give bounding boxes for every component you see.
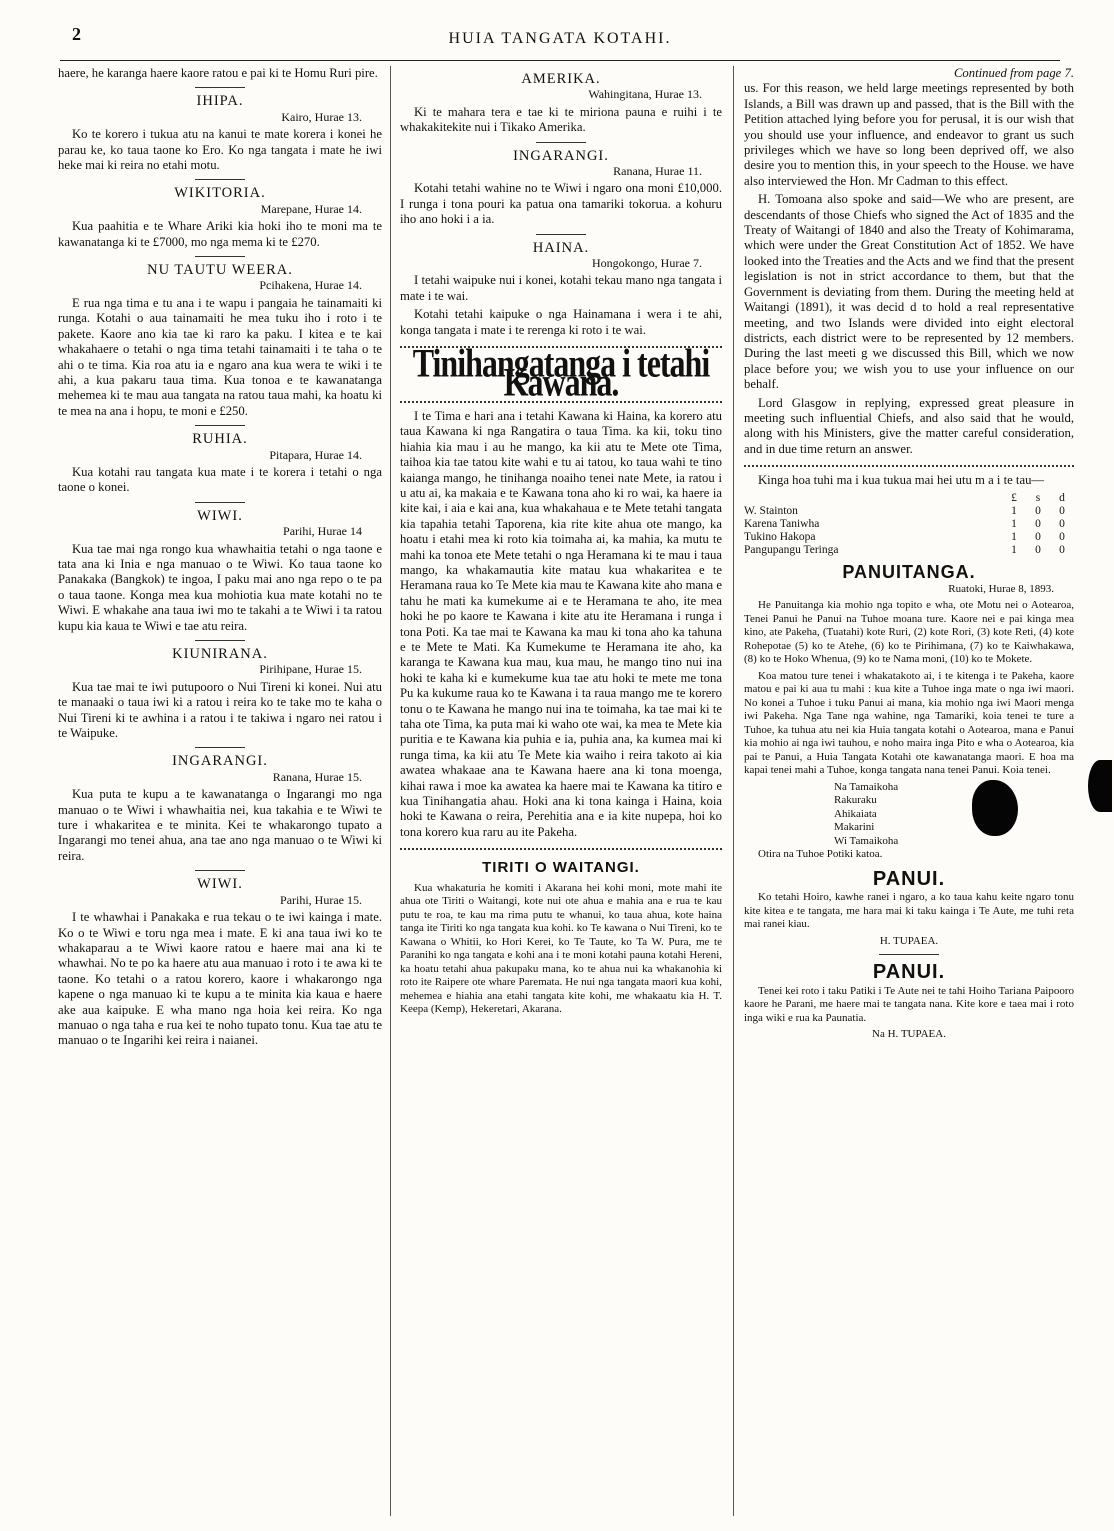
signatory-list [744,781,1074,849]
article-body: Ko te korero i tukua atu na kanui te mate korera i konei he parau ke, ko taua taone ko Ero. Ko nga tangata i mate he iwi heke mai ki reira no etahi motu. [58,127,382,173]
wavy-rule [400,848,722,850]
dateline: Hongokongo, Hurae 7. [592,256,702,271]
contributor-name: Pangupangu Teringa [744,543,839,556]
notice-heading: PANUITANGA. [842,561,976,582]
article-body: Kua kotahi rau tangata kua mate i te korera i tetahi o nga taone o konei. [58,464,382,495]
article-body: E rua nga tima e tu ana i te wapu i pangaia he tainamaiti ki runga. Kotahi o aua tainamaiti he mea tuku iho i roto i te pakete. Kaore ano kia tae ki raro ka paku. I kitea e te kai whakahaere o tetahi o nga tima tetahi tainamaiti i te taha o te ahi o te tima. Kia roa atu ia e ngaro ana kua wera te wiki i te ahi, a kua pakaru taua tima. Kua tonoa e te kawanatanga mehemea ki te mau aua tangata na ratou taua mahi, ka hoatu ki te mea na ana i hopu, te moni e £250. [58,295,382,418]
article-body: I tetahi waipuke nui i konei, kotahi tekau mano nga tangata i mate i te wai. [400,273,722,303]
masthead-rule [60,60,1060,61]
notice-body: Koa matou ture tenei i whakatakoto ai, i te kitenga i te Pakeha, kaore matou e pai ki aua tu mahi : kua kite a Tuhoe inga mate o nga iwi maori. No konei a Tuhoe i tuku Panui ai mana, kia mohio nga iwi Maori menga iwi Pakeha. Nga Tane nga wahine, nga Tamariki, koia tenei te ture a Tuhoe, ka tuhua atu nei kia Huia tangata kotahi o Aotearoa, mana e Panui kia mohio ai nga iwi tauhou, e noho maira inga Pito e wha o Aotearoa, kia pai te Panui, a Huia Tangata Kotahi ote kawanatanga maori. E hoa ma kapai tenei mahi a Tuhoe, konga tangata nana tenei Panui. Koia tenei. [744,669,1074,777]
divider [195,747,245,748]
feature-heading: Tinihangatanga i tetahi Kawana. [412,340,710,405]
divider [195,870,245,871]
contributions-table [744,492,1074,557]
article-heading: WIKITORIA. [174,185,266,202]
article-body: Kua whakaturia he komiti i Akarana hei kohi moni, mote mahi ite ahua ote Tiriti o Waitangi, kote nui ote ahua e mahia ana e rua te kau putu te roa, te kau ma rima putu te whanui, ko taua ahua, kote haina tanga ite Tiriti ko nga tangata kua kohi. ko Te kawana o Nui Tireni, ko te Kawana o Whitii, ko Hori Kerei, ko Te Taute, ko Ta W. Pura, me te Paranihi ko nga tangata e kohi ana i te moni kotahi pauna kotahi Hereni, ka hoatu tetahi ahua pakupaku mana, ko te ahua nui ka whakanohia ki roto ite Raipere ote whare Paremata. He nui nga tangata maori kua kohi, mehemea e hiahia ana etahi tangata kite kohi, me whakaatu kia H. T. Keepa (Kemp), Hekeretari, Akarana. [400,881,722,1016]
divider [195,179,245,180]
divider [536,234,586,235]
table-row [744,544,1074,557]
column-header: s [1035,491,1041,504]
dateline: Ruatoki, Hurae 8, 1893. [948,582,1054,595]
notice-signature: Na H. TUPAEA. [872,1028,946,1041]
continued-note: Continued from page 7. [953,66,1074,80]
article-heading: WIWI. [197,507,243,524]
dateline: Pirihipane, Hurae 15. [259,662,362,677]
notice-body: Ko tetahi Hoiro, kawhe ranei i ngaro, a ko taua kahu keite ngaro tonu kite kitea e te tangata, me hara mai ki taku kainga i Te Aute, me tuhi reta mai ranei kiau. [744,891,1074,931]
notice-heading: PANUI. [872,961,946,984]
ink-blot [1088,760,1112,812]
article-heading: INGARANGI. [513,147,609,164]
divider [195,502,245,503]
contributor-name: Karena Taniwha [744,517,820,530]
notice-heading: PANUI. [872,867,946,890]
column-rule [733,66,734,1516]
article-body: Lord Glasgow in replying, expressed great pleasure in meeting such influential Chiefs, and also said that he would, along with his Ministers, give the matter careful consideration, and in due time return an answer. [744,395,1074,456]
dateline: Pcihakena, Hurae 14. [259,278,362,293]
article-body: Kua puta te kupu a te kawanatanga o Ingarangi mo nga manuao o te Wiwi i whawhaitia nei, kua takahia e te Wiwi te ture i whakaritea e te minita. Kei te whakarongo tupato a Ingarangi mo tenei ahua, ana tae ano nga manuao o te Wiwi ki reira. [58,787,382,863]
shillings-cell: 0 [1035,517,1041,530]
pence-cell: 0 [1059,504,1065,517]
signatory-name: Ahikaiata [834,807,877,820]
divider [195,425,245,426]
divider [195,640,245,641]
article-heading: HAINA. [532,239,590,256]
table-header-row [744,492,1074,505]
signatory-name: Wi Tamaikoha [834,834,899,847]
notice-closing: Otira na Tuhoe Potiki katoa. [758,848,883,861]
column-1 [58,66,382,1052]
article-body: Kua paahitia e te Whare Ariki kia hoki iho te moni ma te kawanatanga ki te £7000, mo nga mema ki te £270. [58,219,382,249]
column-2 [400,66,722,1020]
notice-signature: H. TUPAEA. [879,934,939,947]
dateline: Kairo, Hurae 13. [281,109,362,124]
shillings-cell: 0 [1035,504,1041,517]
article-body: I te Tima e hari ana i tetahi Kawana ki Haina, ka korero atu taua Kawana ki nga Rangatira o taua Tima. ka kii, toku tino hiahia kia mau i au he mango, ka kii atu te Mete ote Tima, taihoa kia tae tatou kite wahi e tu ai tatou, ko taua wahi te tino kaianga mango, he tinihanga noaiho tenei nate Mete, ia ratou i u atu ai, ka makaia e te Kawana tona aho ki ro wai, ka haere ia kite kai, i aia e kai ana, kua whakahaua e te Mete tetahi tangata kia tapahia tetahi Taporena, kia rite kite ahua ote mango, ka hoatu i etahi mea ki roto kia toimaha ai, ka mahia, ka mutu te mahi ka tonoa ete Mete tetahi o nga Heramana ki te mau i taua mango, ka whakamautia kite matau kua whakaritea e te Heramana raua ko Te Mete kia mau te Kawana kite aho mana e tahu he mati ka kumekume ai e te Heramana te aho, ite mea hoki he po kaore te Kawana i kite atu ite Heramana i runga i tona Poti. Ka tae mai te Kawana ka mau ki tona aho ka tahuna e te Mete te Mati. Ka Kumekume te Heramana ite aho, ka karanga te Kawana kua mau, kua mau, he mango tino nui ina hoki te kaha ki e kumekume kua tae atu hoki te mete me tona Pu ka kukume raua ko te Kawana i ta raua mango me te korero tonu o te Kawana he mango nui ina te toimaha, ka tae mai ki te taha ote Tima, ka puta mai ki waho ote wai, ka mea te Mete kia puritia e te Kawana kia puhia e ia, puhia ana, ka kumea mai ki runga tima, ka kii atu Te Mete kia waiho i reira takoto ai kia awatea whakaae ana te Kawana haere ana ki tona moenga, kihai rawa i moe ka awatea ka haere mai te Kawana ka titiro e kua Tinihangatia ahau. Hoki ana ki tona kainga i Haina, koia hoki te Kawana o reira, Perehitia ana e ia kite nupepa, hoi ko tona korero kua raru au ite Pakeha. [400,408,722,839]
pence-cell: 0 [1059,543,1065,556]
pence-cell: 0 [1059,530,1065,543]
signatory-name: Na Tamaikoha [834,780,899,793]
pounds-cell: 1 [1011,517,1017,530]
article-body: Kotahi tetahi kaipuke o nga Hainamana i wera i te ahi, konga tangata i mate i te rerenga ki roto i te wai. [400,307,722,337]
dateline: Ranana, Hurae 11. [613,164,702,179]
pounds-cell: 1 [1011,504,1017,517]
article-body: Ki te mahara tera e tae ki te miriona pauna e ruihi i te whakakitekite nui i Tikako Amerika. [400,104,722,135]
article-body: I te whawhai i Panakaka e rua tekau o te iwi kainga i mate. Ko o te Wiwi e toru nga mea i mate. E ki ana taua iwi ko te whakaparau a te Wiwi kaore ratou e haere mai ana ki te whawhai. No te po ka haere atu aua manuao i roto i te awa ki te taone. Ko tetahi o a ratou korero, kaore i whakarongo nga kapene o nga manuao ki te kupu a te minita kia kaua e haere ake aua kaipuke. E wha mano nga hoia kei reira. Ko nga manuao o nga taha e rua kei te noho tupato tonu. Kua tae atu te manuao o te Ingarihi kei reira i naianei. [58,910,382,1048]
signatory-name: Rakuraku [834,794,877,807]
continued-text: haere, he karanga haere kaore ratou e pai ki te Homu Ruri pire. [58,66,378,80]
article-body: Kua tae mai te iwi putupooro o Nui Tireni ki konei. Nui atu te manaaki o taua iwi ki a ratou i reira ko te take mo te kaha o Nui Tireni ki te awhina i a ratou i te takiwa i ngaro nei ratou i te Waipuke. [58,679,382,741]
article-body: Kotahi tetahi wahine no te Wiwi i ngaro ona moni £10,000. I runga i tona pouri ka patua ona tamariki tokorua. a kohuru iho ano hoki i a ia. [400,181,722,227]
article-heading: AMERIKA. [521,71,601,87]
column-3 [744,66,1074,1042]
column-header: £ [1011,491,1017,504]
contributor-name: Tukino Hakopa [744,530,816,543]
article-heading: KIUNIRANA. [172,646,268,662]
contribution-intro: Kinga hoa tuhi ma i kua tukua mai hei utu m a i te tau— [758,473,1045,488]
shillings-cell: 0 [1035,543,1041,556]
ink-blot [972,780,1018,836]
dateline: Parihi, Hurae 15. [280,892,362,907]
article-heading: TIRITI O WAITANGI. [482,859,640,877]
column-rule [390,66,391,1516]
dateline: Parihi, Hurae 14 [283,524,362,539]
pounds-cell: 1 [1011,530,1017,543]
table-row [744,518,1074,531]
article-body: us. For this reason, we held large meetings represented by both Islands, a Bill was drawn up and passed, that is the Bill with the Petition attached lying before you for perusal, it is our wish that you should use your influence, and endeavor to grant us such privileges which we have so long been deprived off, we also desire you to mention this, in your speech to the House. we have also interviewed the Hon. Mr Cadman to this effect. [744,81,1074,188]
page-number: 2 [72,24,81,44]
shillings-cell: 0 [1035,530,1041,543]
contributor-name: W. Stainton [744,504,798,517]
article-heading: RUHIA. [192,431,248,448]
dateline: Ranana, Hurae 15. [272,769,362,784]
pounds-cell: 1 [1011,543,1017,556]
dateline: Marepane, Hurae 14. [260,201,362,216]
wavy-rule [744,465,1074,467]
masthead [60,24,1060,52]
article-heading: INGARANGI. [172,753,268,770]
signatory-name: Makarini [834,821,875,834]
pence-cell: 0 [1059,517,1065,530]
divider [879,954,939,955]
article-body: H. Tomoana also spoke and said—We who are present, are descendants of those Chiefs who signed the Act of 1835 and the Treaty of Waitangi of 1840 and also the Treaty of Kohimarama, which were under the Great Constitution Act of 1852. We have looked into the Treaties and the Acts and we find that the present legislation is not in strict accordance to them, but that the Government is deviating from them. During the meeting held at Waitangi (1891), it was decid d to hold a real representative meeting, and two Islands were divided into eight electoral districts, each district were to be represented by 12 members. During the last meeti g we discussed this Bill, which we now place before you; we wish you to use your influence on our behalf. [744,192,1074,392]
article-heading: WIWI. [197,876,243,893]
article-heading: IHIPA. [196,93,244,110]
dateline: Pitapara, Hurae 14. [269,447,362,462]
table-row [744,505,1074,518]
paper-title: HUIA TANGATA KOTAHI. [448,30,672,47]
dateline: Wahingitana, Hurae 13. [588,87,702,102]
table-row [744,531,1074,544]
article-heading: NU TAUTU WEERA. [147,262,293,279]
article-body: Kua tae mai nga rongo kua whawhaitia tetahi o nga taone e tata ana ki Inia e nga manuao o te Wiwi. Ko taua taone ko Panakaka (Bangkok) te ingoa, I paku mai ano nga repo o te pa o taua taone. Konga mea kua mohiotia kua mate kotahi no te Wiwi. E whakahe ana taua iwi mo te takahi a te Wiwi i ta ratou kupu kia kaua te Wiwi e tae atu reira. [58,541,382,633]
notice-body: He Panuitanga kia mohio nga topito e wha, ote Motu nei o Aotearoa, Tenei Panui he Panui na Tuhoe moana ture. Kaore nei e pai kinga mea kino, ate Pakeha, (Tuatahi) kote Ruri, (2) kote Rori, (3) kote Reti, (4) kote Rohepotae (5) ko te Atehe, (6) ko te Pirihimana, (7) ko te Kaiwhakawa, (8) ko te Hoko Whenua, (9) ko te Nama moni, (10) ko te Mokete. [744,599,1074,666]
column-header: d [1059,491,1065,504]
divider [195,87,245,88]
notice-body: Tenei kei roto i taku Patiki i Te Aute nei te tahi Hoiho Tariana Paipooro kaore he Parani, me haere mai te tangata nana. Kite kore e taea mai i roto inga wiki e rua ka Paunatia. [744,984,1074,1024]
divider [536,142,586,143]
divider [195,256,245,257]
